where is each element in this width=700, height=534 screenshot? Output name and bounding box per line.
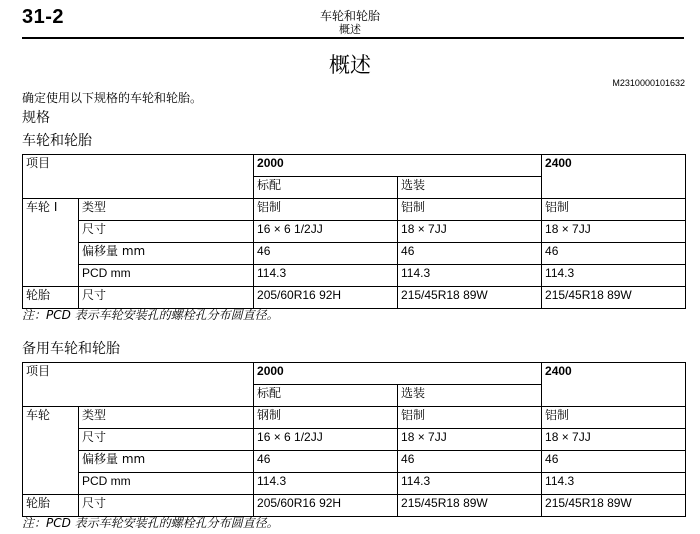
row-label: 尺寸 [79, 287, 254, 309]
wheel-group-label: 车轮 I [23, 199, 79, 287]
cell-value: 46 [398, 243, 542, 265]
subheader-standard: 标配 [254, 385, 398, 407]
row-label: 尺寸 [79, 221, 254, 243]
row-label: 尺寸 [79, 495, 254, 517]
cell-value: 215/45R18 89W [398, 287, 542, 309]
header-subsection-title: 概述 [339, 23, 361, 36]
table-row [23, 451, 686, 473]
table-row [23, 243, 686, 265]
intro-text: 确定使用以下规格的车轮和轮胎。 [22, 91, 203, 105]
subheader-option: 选装 [398, 177, 542, 199]
cell-value: 114.3 [542, 265, 686, 287]
cell-value: 18 × 7JJ [542, 221, 686, 243]
section-title-spare-wheels-tires: 备用车轮和轮胎 [22, 341, 120, 357]
cell-value: 114.3 [542, 473, 686, 495]
spare-wheels-tires-table [22, 362, 686, 517]
cell-value: 18 × 7JJ [398, 429, 542, 451]
cell-value: 215/45R18 89W [398, 495, 542, 517]
cell-value: 钢制 [254, 407, 398, 429]
page-title: 概述 [329, 53, 371, 77]
table-row [23, 363, 686, 385]
cell-value: 114.3 [254, 473, 398, 495]
row-label: 尺寸 [79, 429, 254, 451]
spec-heading: 规格 [22, 110, 50, 126]
row-label: 偏移量 mm [79, 243, 254, 265]
cell-value: 铝制 [398, 407, 542, 429]
cell-value: 铝制 [542, 407, 686, 429]
cell-value: 114.3 [398, 265, 542, 287]
cell-value: 铝制 [398, 199, 542, 221]
subheader-standard: 标配 [254, 177, 398, 199]
row-label: 类型 [79, 199, 254, 221]
table-note: 注：PCD 表示车轮安装孔的螺栓孔分布圆直径。 [22, 308, 279, 322]
col-header-2400: 2400 [542, 363, 686, 407]
row-label: PCD mm [79, 265, 254, 287]
page-number: 31-2 [22, 6, 65, 28]
cell-value: 18 × 7JJ [542, 429, 686, 451]
table-row [23, 407, 686, 429]
tire-group-label: 轮胎 [23, 495, 79, 517]
table-row [23, 473, 686, 495]
row-label: 偏移量 mm [79, 451, 254, 473]
cell-value: 215/45R18 89W [542, 287, 686, 309]
subheader-option: 选装 [398, 385, 542, 407]
document-code: M2310000101632 [612, 78, 685, 88]
table-row [23, 199, 686, 221]
wheels-tires-table [22, 154, 686, 309]
item-header: 项目 [23, 363, 254, 407]
header-section-title: 车轮和轮胎 [319, 9, 380, 23]
cell-value: 46 [398, 451, 542, 473]
tire-group-label: 轮胎 [23, 287, 79, 309]
table-row [23, 265, 686, 287]
row-label: PCD mm [79, 473, 254, 495]
cell-value: 205/60R16 92H [254, 495, 398, 517]
col-header-2000: 2000 [254, 155, 542, 177]
col-header-2000: 2000 [254, 363, 542, 385]
wheel-group-label: 车轮 [23, 407, 79, 495]
item-header: 项目 [23, 155, 254, 199]
cell-value: 46 [254, 451, 398, 473]
cell-value: 215/45R18 89W [542, 495, 686, 517]
header-rule [22, 37, 684, 39]
cell-value: 16 × 6 1/2JJ [254, 221, 398, 243]
cell-value: 114.3 [254, 265, 398, 287]
cell-value: 铝制 [254, 199, 398, 221]
cell-value: 114.3 [398, 473, 542, 495]
col-header-2400: 2400 [542, 155, 686, 199]
cell-value: 16 × 6 1/2JJ [254, 429, 398, 451]
cell-value: 46 [542, 243, 686, 265]
section-title-wheels-tires: 车轮和轮胎 [22, 133, 92, 149]
table-row [23, 221, 686, 243]
table-note: 注：PCD 表示车轮安装孔的螺栓孔分布圆直径。 [22, 516, 279, 530]
cell-value: 46 [542, 451, 686, 473]
row-label: 类型 [79, 407, 254, 429]
cell-value: 18 × 7JJ [398, 221, 542, 243]
table-row [23, 429, 686, 451]
table-row [23, 155, 686, 177]
cell-value: 46 [254, 243, 398, 265]
cell-value: 铝制 [542, 199, 686, 221]
cell-value: 205/60R16 92H [254, 287, 398, 309]
